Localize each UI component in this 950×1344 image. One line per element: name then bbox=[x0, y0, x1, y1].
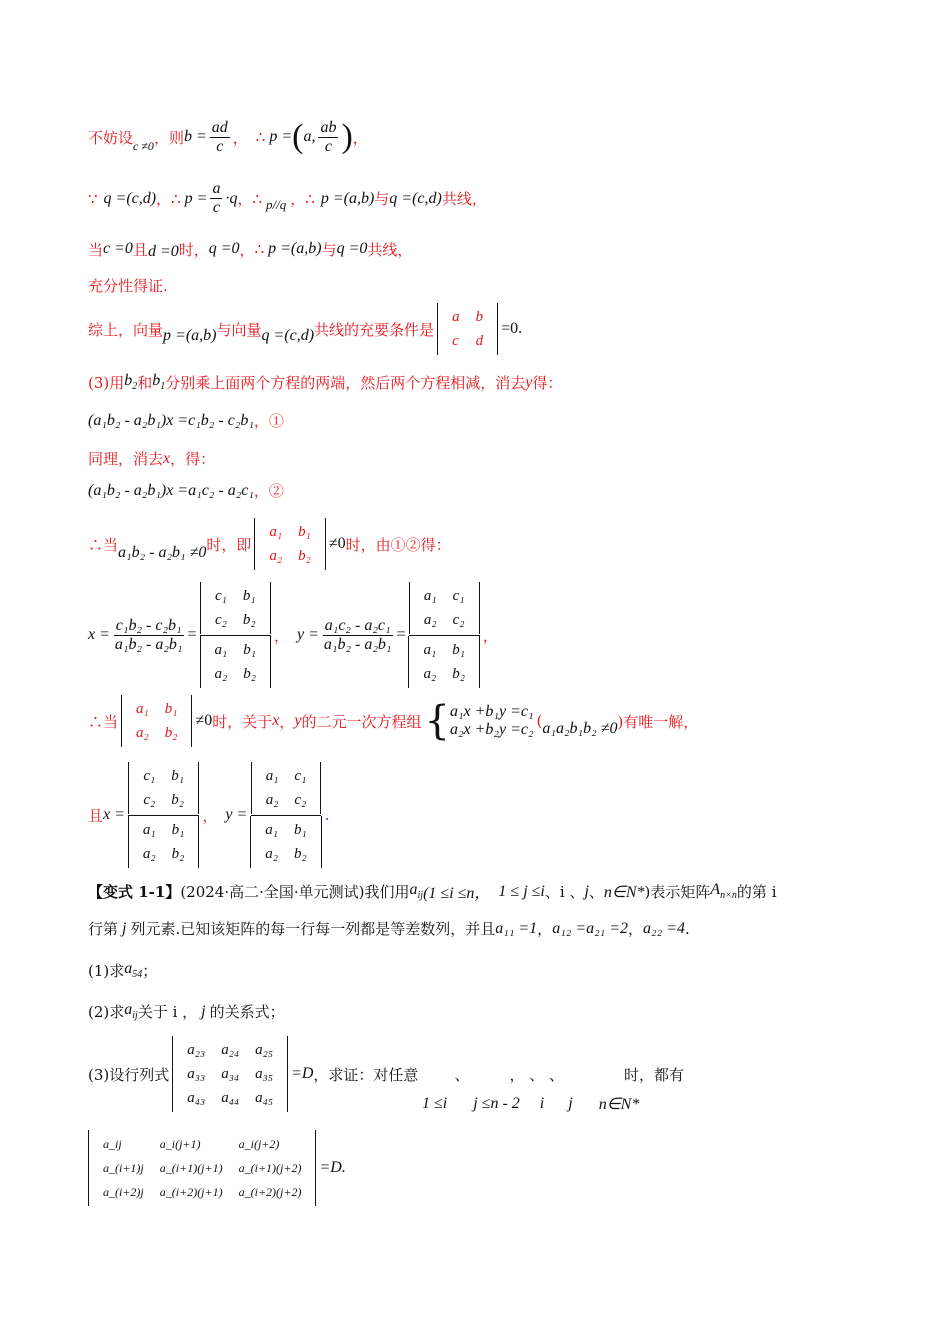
text: 共线， bbox=[441, 190, 487, 208]
text: (1)求 bbox=[88, 962, 125, 980]
determinant: a₁ b₁ a₂ b₂ bbox=[254, 518, 325, 570]
line-3 bbox=[88, 237, 412, 261]
line-4 bbox=[88, 275, 168, 296]
text: ，则 bbox=[153, 128, 184, 147]
text: ， bbox=[156, 190, 172, 208]
text: (3)设行列式 bbox=[88, 1065, 170, 1084]
text: 时，即 bbox=[206, 535, 252, 554]
math: n∈N* bbox=[598, 1096, 640, 1113]
math: x bbox=[272, 712, 280, 729]
line-12 bbox=[88, 695, 698, 747]
text: )表示矩阵 bbox=[644, 883, 711, 901]
text: 、 bbox=[588, 883, 604, 901]
math: j bbox=[122, 919, 127, 937]
text: ， bbox=[352, 128, 368, 147]
therefore-symbol: ∴ bbox=[252, 189, 263, 208]
math: q =(c,d) bbox=[103, 189, 157, 207]
math: p = bbox=[269, 128, 293, 145]
math: a₁₂ =a₂₁ =2 bbox=[552, 919, 629, 937]
equation-1: (a₁b₂ - a₂b₁)x =c₁b₂ - c₂b₁ bbox=[88, 411, 254, 429]
math: b = bbox=[183, 128, 207, 145]
math: q =0 bbox=[336, 240, 368, 257]
text: ； bbox=[142, 962, 158, 980]
text: 行第 bbox=[88, 920, 119, 938]
line-9 bbox=[88, 480, 284, 501]
text: 和 bbox=[137, 374, 153, 392]
math: $b_1$ bbox=[152, 372, 166, 393]
math: q =(c,d) bbox=[261, 327, 315, 344]
math: n∈N* bbox=[603, 883, 645, 901]
text: . bbox=[324, 806, 330, 824]
determinant: a_ij a_i(j+1) a_i(j+2) a_(i+1)j a_(i+1)(j+1) a_(i+1)(j+2) a_(i+2)j a_(i+2)(j+1) a_(i+2)(j+2) bbox=[88, 1130, 316, 1206]
text: 分别乘上面两个方程的两端，然后两个方程相减，消去 bbox=[165, 374, 526, 392]
math: a₁₁ =1 bbox=[495, 919, 538, 937]
line-10 bbox=[88, 518, 451, 570]
because-symbol: ∵ bbox=[88, 189, 98, 208]
text: ，得： bbox=[170, 450, 216, 468]
text: ， 、 、 bbox=[509, 1065, 564, 1084]
text: ， bbox=[273, 626, 289, 645]
question-3-formula bbox=[88, 1130, 346, 1206]
therefore-symbol: ∴ bbox=[255, 128, 266, 146]
text: ∴当 bbox=[88, 712, 119, 731]
text: 关于 i ， bbox=[137, 1003, 198, 1021]
math: $a_{ij}$ bbox=[124, 1001, 138, 1022]
equation-tag: ，② bbox=[253, 482, 284, 500]
question-1 bbox=[88, 960, 157, 981]
text: 与 bbox=[321, 240, 337, 259]
determinant-fraction: c₁ b₁ c₂ b₂ a₁ b₁ a₂ b₂ bbox=[200, 582, 271, 688]
fraction: $\frac{\text{c₁b₂ - c₂b₁}}{\text{a₁b₂ - a₂b₁}}$ bbox=[114, 616, 183, 653]
text: 当 bbox=[88, 240, 104, 259]
math: x = bbox=[103, 806, 125, 823]
math: ≠0 bbox=[195, 712, 213, 729]
line-8 bbox=[88, 448, 215, 469]
text: 共线， bbox=[367, 240, 413, 259]
text: 时，都有 bbox=[624, 1065, 685, 1084]
text: 时，由①②得： bbox=[345, 535, 451, 554]
text: 时，关于 bbox=[212, 712, 273, 731]
text: 共线的充要条件是 bbox=[314, 320, 435, 339]
math: a₂₂ =4 bbox=[643, 919, 685, 937]
text: 的关系式； bbox=[209, 1003, 285, 1021]
math: = bbox=[187, 626, 197, 643]
text: 、i 、 bbox=[544, 883, 585, 901]
math: a₁b₂ - a₂b₁ ≠0 bbox=[118, 544, 207, 561]
fraction: $\frac{ad}{c}$ bbox=[211, 118, 228, 155]
math: p//q bbox=[266, 196, 287, 212]
math: (1 ≤i ≤n， bbox=[423, 885, 491, 902]
math: p =(a,b) bbox=[268, 240, 322, 257]
math: c =0 bbox=[103, 240, 133, 257]
math: j bbox=[568, 1095, 573, 1112]
text: 的二元一次方程组 bbox=[301, 712, 422, 731]
math: j bbox=[584, 882, 589, 900]
math: 1 ≤ j ≤i bbox=[498, 882, 545, 900]
text: (3)用 bbox=[88, 374, 125, 392]
text: 充分性得证. bbox=[88, 277, 168, 295]
text: ( bbox=[536, 712, 543, 730]
math: p = bbox=[184, 189, 208, 207]
text: 不妨设 bbox=[88, 128, 134, 147]
determinant: a₂₃ a₂₄ a₂₅ a₃₃ a₃₄ a₃₅ a₄₃ a₄₄ a₄₅ bbox=[172, 1036, 288, 1112]
text: ， bbox=[237, 190, 253, 208]
line-7 bbox=[88, 410, 284, 431]
text: 综上，向量 bbox=[88, 320, 164, 339]
text: 与向量 bbox=[216, 320, 262, 339]
question-3-conditions bbox=[422, 1094, 639, 1114]
math: y bbox=[525, 373, 533, 391]
math: $a_{54}$ bbox=[124, 960, 143, 981]
text: ， bbox=[279, 712, 295, 731]
text: (2)求 bbox=[88, 1003, 125, 1021]
paren-right: ) bbox=[341, 118, 353, 155]
text: ∴当 bbox=[88, 535, 119, 554]
math: 1 ≤i bbox=[422, 1095, 448, 1112]
text: 且 bbox=[132, 240, 148, 259]
line-2 bbox=[88, 180, 487, 217]
math: d =0 bbox=[147, 243, 179, 260]
text: ，求证：对任意 bbox=[313, 1065, 419, 1084]
text: 、 bbox=[454, 1065, 470, 1084]
math: y = bbox=[296, 626, 319, 643]
text: ， bbox=[232, 128, 248, 147]
math: c ≠0 bbox=[133, 138, 154, 153]
text: 时， bbox=[178, 240, 209, 259]
math: =0. bbox=[501, 320, 523, 337]
therefore-symbol: ∴ bbox=[254, 240, 265, 258]
line-11 bbox=[88, 582, 498, 688]
math: x = bbox=[88, 626, 110, 643]
math: j ≤n - 2 bbox=[473, 1095, 520, 1112]
math: $A_{n\times n}$ bbox=[710, 881, 737, 902]
text: 与 bbox=[374, 190, 390, 208]
question-2 bbox=[88, 1001, 285, 1022]
determinant-fraction: a₁ c₁ a₂ c₂ a₁ b₁ a₂ b₂ bbox=[408, 582, 479, 688]
math: y bbox=[294, 712, 302, 729]
text: ， bbox=[628, 920, 644, 938]
line-6 bbox=[88, 372, 562, 393]
math: ·q bbox=[225, 189, 238, 207]
equation-tag: ，① bbox=[253, 412, 284, 430]
equation-2: (a₁b₂ - a₂b₁)x =a₁c₂ - a₂c₁ bbox=[88, 481, 254, 499]
text: 同理，消去 bbox=[88, 450, 164, 468]
math: q =(c,d) bbox=[389, 189, 442, 207]
math: $b_2$ bbox=[124, 372, 138, 393]
determinant-fraction: a₁ c₁ a₂ c₂ a₁ b₁ a₂ b₂ bbox=[250, 762, 321, 868]
math: p =(a,b) bbox=[320, 189, 375, 207]
text: ， bbox=[537, 920, 553, 938]
math: ≠0 bbox=[328, 535, 346, 552]
equation-system: { a₁x +b₁y =c₁ a₂x +b₂y =c₂ bbox=[424, 698, 534, 744]
text: 得： bbox=[532, 374, 563, 392]
math: q =0 bbox=[208, 240, 240, 257]
text: (2024·高二·全国·单元测试)我们用 bbox=[180, 883, 410, 901]
variant-label: 【变式 1-1】 bbox=[88, 883, 181, 901]
math: y = bbox=[225, 806, 248, 823]
brace-icon: { bbox=[424, 698, 450, 744]
fraction: $\frac{\text{a₁c₂ - a₂c₁}}{\text{a₁b₂ - a₂b₁}}$ bbox=[323, 616, 392, 653]
line-5 bbox=[88, 303, 522, 355]
line-13 bbox=[88, 762, 330, 868]
text: ， bbox=[290, 190, 306, 208]
text: 的第 i bbox=[736, 883, 777, 901]
math: i bbox=[539, 1095, 545, 1112]
text: 列元素.已知该矩阵的每一行每一列都是等差数列，并且 bbox=[130, 920, 496, 938]
math: p =(a,b) bbox=[163, 327, 217, 344]
math: j bbox=[201, 1002, 206, 1020]
text: ， bbox=[202, 806, 218, 825]
fraction: $\frac{a}{c}$ bbox=[212, 180, 221, 216]
determinant-fraction: c₁ b₁ c₂ b₂ a₁ b₁ a₂ b₂ bbox=[128, 762, 199, 868]
variant-line-2 bbox=[88, 918, 690, 939]
fraction: $\frac{ab}{c}$ bbox=[320, 118, 337, 155]
text: . bbox=[684, 919, 690, 938]
text: 且 bbox=[88, 806, 104, 825]
text: ， bbox=[482, 626, 498, 645]
math: =D. bbox=[319, 1159, 346, 1176]
variant-line-1 bbox=[88, 880, 777, 903]
math: $a_{ij}$ bbox=[409, 881, 424, 902]
line-1 bbox=[88, 118, 368, 156]
math: = bbox=[396, 626, 406, 643]
text: ， bbox=[239, 240, 255, 259]
therefore-symbol: ∴ bbox=[171, 189, 181, 208]
paren-left: ( bbox=[292, 118, 304, 155]
determinant: a₁ b₁ a₂ b₂ bbox=[121, 695, 192, 747]
math: a₁a₂b₁b₂ ≠0 bbox=[542, 720, 618, 737]
math: x bbox=[163, 449, 171, 467]
therefore-symbol: ∴ bbox=[305, 189, 315, 208]
math: =D bbox=[291, 1065, 314, 1082]
text: )有唯一解， bbox=[617, 712, 699, 731]
math: a, bbox=[303, 128, 316, 145]
determinant: a b c d bbox=[437, 303, 498, 355]
